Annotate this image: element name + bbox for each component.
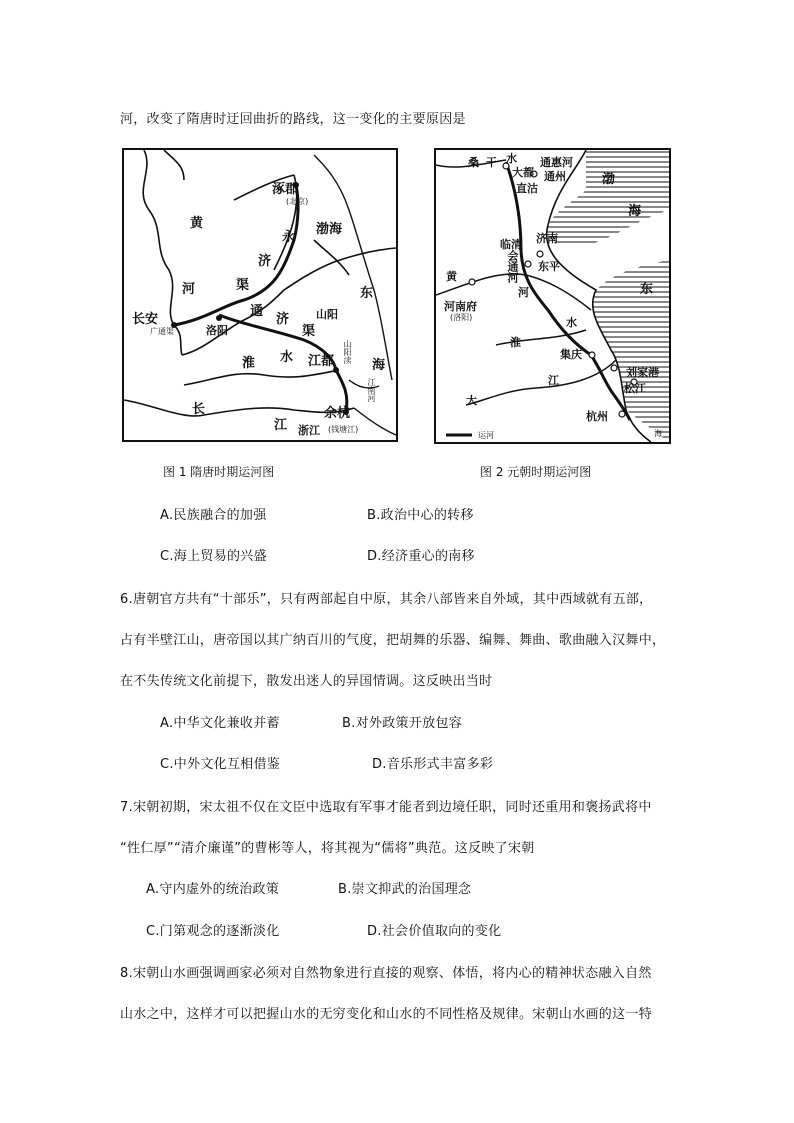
label-huai-2: 淮 [510,336,521,349]
label-huang: 黄 [190,216,204,231]
label-huitonghe: 会通河 [506,250,519,283]
label-shanyang-du: 山阳渎 [343,340,352,364]
label-yong: 永 [282,230,296,245]
label-liujiagang: 刘家港 [626,366,659,379]
q6-option-c: C.中外文化互相借鉴 [160,757,281,772]
q7-stem-line-2: “性仁厚”“清介廉谨”的曹彬等人，将其视为“儒将”典范。这反映了宋朝 [120,841,535,856]
label-tonghuihe: 通惠河 [540,156,573,169]
label-jiqing: 集庆 [560,348,582,361]
label-chang: 长 [192,402,206,417]
q6-option-a: A.中华文化兼收并蓄 [160,716,280,731]
label-luoyang-2: (洛阳) [450,313,473,322]
label-dadu: 大都 [512,166,534,179]
label-bo: 渤 [602,172,616,187]
question-5-stem-continuation: 河，改变了隋唐时迂回曲折的路线，这一变化的主要原因是 [120,112,466,127]
label-yuhang: 余杭 [324,406,351,421]
q5-option-a: A.民族融合的加强 [160,508,267,523]
label-linqing: 临清 [500,238,522,251]
q7-option-a: A.守内虚外的统治政策 [146,882,280,897]
label-sang: 桑 [468,156,479,169]
q7-option-b: B.崇文抑武的治国理念 [338,882,472,897]
label-da: 大 [466,394,477,407]
q6-option-b: B.对外政策开放包容 [342,716,463,731]
label-luoyang: 洛阳 [206,324,228,337]
label-shui: 水 [280,350,294,365]
label-jiang: 江 [274,418,288,433]
label-dongping: 东平 [538,260,560,273]
label-tong: 通 [250,304,264,319]
label-dong: 东 [360,286,374,301]
label-dong-2: 东 [640,282,654,297]
label-jiang-2: 江 [548,374,559,387]
label-henanfu: 河南府 [444,300,477,313]
label-ji2: 济 [276,312,290,327]
label-jinan: 济南 [536,232,558,245]
label-huang: 黄 [446,270,457,283]
label-zhuojun-sub: (北京) [286,197,309,206]
label-zhuojun: 涿郡 [272,182,299,197]
label-jiangnan-he: 江南河 [367,378,376,402]
label-changan: 长安 [132,312,159,327]
q6-option-d: D.音乐形式丰富多彩 [372,757,494,772]
label-gan: 干 [486,156,497,169]
q7-option-d: D.社会价值取向的变化 [367,924,502,939]
q7-option-c: C.门第观念的逐渐淡化 [146,924,280,939]
label-hai-n: 海 [628,204,642,219]
map-yuan-canal [434,148,671,444]
label-shanyang: 山阳 [316,308,338,321]
label-qu1: 渠 [236,278,250,293]
label-guangtong: 广通渠 [150,327,174,336]
label-shui-2: 水 [566,316,577,329]
label-zhejiang: 浙江 [298,424,320,437]
label-bohai: 渤海 [316,222,343,237]
q8-stem-line-2: 山水之中，这样才可以把握山水的无穷变化和山水的不同性格及规律。宋朝山水画的这一特 [120,1007,653,1022]
map-1-caption: 图 1 隋唐时期运河图 [163,465,275,479]
label-hangzhou: 杭州 [586,410,608,423]
q6-stem-line-2: 占有半壁江山，唐帝国以其广纳百川的气度，把胡舞的乐器、编舞、舞曲、歌曲融入汉舞中， [120,633,666,648]
map-sui-tang-canal [122,148,398,442]
q6-stem-line-1: 6.唐朝官方共有“十部乐”，只有两部起自中原，其余八部皆来自外域，其中西域就有五部， [120,592,653,607]
q5-option-d: D.经济重心的南移 [367,549,475,564]
q5-option-b: B.政治中心的转移 [367,508,474,523]
map-2-legend-canal: 运河 [478,431,494,440]
map-2-caption: 图 2 元朝时期运河图 [480,465,592,479]
q6-stem-line-3: 在不失传统文化前提下，散发出迷人的异国情调。这反映出当时 [120,674,493,689]
label-huai: 淮 [242,356,256,371]
label-qu2: 渠 [302,324,316,339]
q8-stem-line-1: 8.宋朝山水画强调画家必须对自然物象进行直接的观察、体悟，将内心的精神状态融入自然 [120,966,652,981]
label-zhejiang-sub: (钱塘江) [328,425,359,434]
label-songjiang: 松江 [624,382,646,395]
label-shui-n: 水 [506,152,517,165]
label-he-2: 河 [518,286,529,299]
label-zhigu: 直沽 [516,182,538,195]
label-hai: 海 [372,358,386,373]
map-sui-tang-canal-drawing [124,150,396,440]
label-ji1: 济 [258,254,272,269]
label-he: 河 [182,282,196,297]
q7-stem-line-1: 7.宋朝初期，宋太祖不仅在文臣中选取有军事才能者到边境任职，同时还重用和褒扬武将中 [120,800,652,815]
label-corner-hai: 海 [654,429,662,438]
label-tongzhou: 通州 [544,170,566,183]
label-jiangdu: 江都 [308,354,335,369]
q5-option-c: C.海上贸易的兴盛 [160,549,267,564]
